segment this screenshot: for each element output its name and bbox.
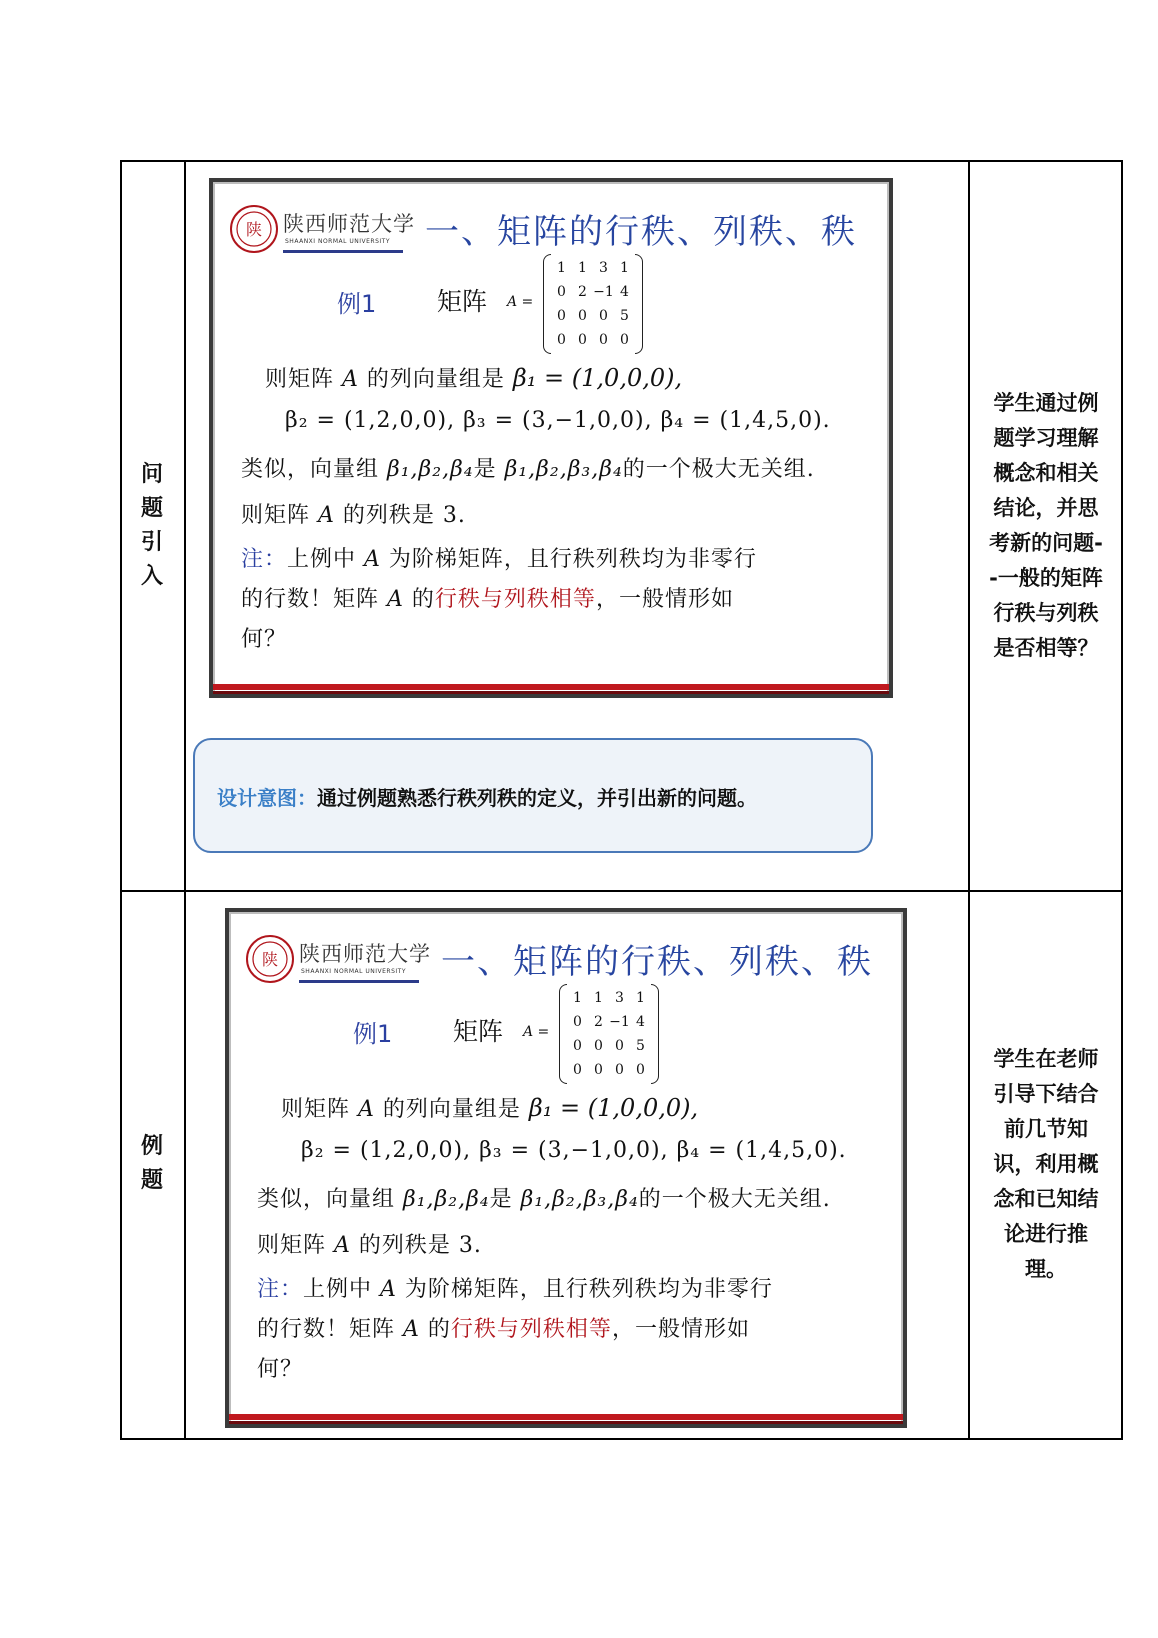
university-name-en: SHAANXI NORMAL UNIVERSITY <box>285 238 391 245</box>
slide-title: 一、矩阵的行秩、列秩、秩 <box>425 212 857 252</box>
university-name: 陕西师范大学 <box>299 942 431 966</box>
slide-line-4: 则矩阵 A 的列秩是 3. <box>241 503 466 528</box>
matrix-cell: 0 <box>573 1038 582 1054</box>
slide-note-3: 何？ <box>257 1357 304 1382</box>
svg-text:陕: 陕 <box>245 220 263 239</box>
matrix-grid <box>567 986 651 1082</box>
row-divider <box>122 890 1121 892</box>
matrix-cell: 5 <box>620 308 629 324</box>
matrix-cell: 1 <box>578 260 587 276</box>
slide-line-1: 则矩阵 A 的列向量组是 β₁ = (1,0,0,0), <box>265 364 683 392</box>
matrix-bracket <box>543 254 551 354</box>
matrix-cell: 1 <box>573 990 582 1006</box>
matrix-name: A = <box>507 294 534 310</box>
matrix-cell: 1 <box>557 260 566 276</box>
matrix-cell: 3 <box>599 260 608 276</box>
matrix-cell: 2 <box>594 1014 603 1030</box>
matrix-cell: 3 <box>615 990 624 1006</box>
row-label-intro: 问 题 引 入 <box>140 462 163 589</box>
matrix-grid <box>551 256 635 352</box>
slide-title: 一、矩阵的行秩、列秩、秩 <box>441 942 873 982</box>
matrix-cell: 2 <box>578 284 587 300</box>
slide-footer-bar <box>229 1414 903 1420</box>
design-intent-box <box>193 738 873 853</box>
slide-note-2: 的行数！矩阵 A 的行秩与列秩相等，一般情形如 <box>241 587 734 612</box>
divider <box>299 980 419 983</box>
matrix-label: 矩阵 <box>437 287 488 316</box>
matrix-cell: 0 <box>557 284 566 300</box>
matrix-cell: −1 <box>609 1014 630 1030</box>
university-name: 陕西师范大学 <box>283 212 415 236</box>
matrix-cell: 1 <box>594 990 603 1006</box>
divider <box>283 250 403 253</box>
slide-line-4: 则矩阵 A 的列秩是 3. <box>257 1233 482 1258</box>
slide-note-1: 注：上例中 A 为阶梯矩阵，且行秩列秩均为非零行 <box>241 547 757 572</box>
matrix-cell: 4 <box>636 1014 645 1030</box>
matrix-cell: 0 <box>599 332 608 348</box>
example-label: 例1 <box>337 290 377 318</box>
matrix <box>559 984 659 1084</box>
matrix-cell: 5 <box>636 1038 645 1054</box>
slide-footer-bar <box>213 684 889 690</box>
slide-note-3: 何？ <box>241 627 288 652</box>
matrix-cell: 0 <box>599 308 608 324</box>
matrix-cell: 1 <box>620 260 629 276</box>
matrix-cell: 0 <box>557 308 566 324</box>
slide-footer-bar <box>229 1421 903 1424</box>
matrix-cell: 1 <box>636 990 645 1006</box>
column-divider <box>184 162 186 1438</box>
university-seal-icon <box>245 934 295 984</box>
matrix-cell: 0 <box>578 308 587 324</box>
matrix-cell: 0 <box>573 1062 582 1078</box>
matrix-name: A = <box>523 1024 550 1040</box>
matrix-cell: 0 <box>557 332 566 348</box>
matrix-cell: 0 <box>573 1014 582 1030</box>
matrix-label: 矩阵 <box>453 1017 504 1046</box>
row-note-intro: 学生通过例 题学习理解 概念和相关 结论，并思 考新的问题- -一般的矩阵 行秩与列秩 是否相等？ <box>989 391 1103 660</box>
matrix-cell: 0 <box>620 332 629 348</box>
matrix <box>543 254 643 354</box>
slide-line-3: 类似，向量组 β₁,β₂,β₄是 β₁,β₂,β₃,β₄的一个极大无关组. <box>241 457 815 482</box>
matrix-cell: 0 <box>594 1038 603 1054</box>
slide-line-1: 则矩阵 A 的列向量组是 β₁ = (1,0,0,0), <box>281 1094 699 1122</box>
matrix-cell: 4 <box>620 284 629 300</box>
slide-note-2: 的行数！矩阵 A 的行秩与列秩相等，一般情形如 <box>257 1317 750 1342</box>
slide-image <box>225 908 907 1428</box>
matrix-cell: 0 <box>636 1062 645 1078</box>
svg-text:陕: 陕 <box>261 950 279 969</box>
matrix-cell: −1 <box>593 284 614 300</box>
design-intent-label: 设计意图： <box>217 786 317 810</box>
university-name-en: SHAANXI NORMAL UNIVERSITY <box>301 968 407 975</box>
matrix-bracket <box>559 984 567 1084</box>
slide-footer-bar <box>213 691 889 694</box>
slide-note-1: 注：上例中 A 为阶梯矩阵，且行秩列秩均为非零行 <box>257 1277 773 1302</box>
slide-line-2: β₂ = (1,2,0,0), β₃ = (3,−1,0,0), β₄ = (1,4,5,0). <box>285 408 831 433</box>
matrix-cell: 0 <box>615 1038 624 1054</box>
slide-image <box>209 178 893 698</box>
matrix-bracket <box>651 984 659 1084</box>
slide-line-3: 类似，向量组 β₁,β₂,β₄是 β₁,β₂,β₃,β₄的一个极大无关组. <box>257 1187 831 1212</box>
matrix-cell: 0 <box>594 1062 603 1078</box>
design-intent-text: 设计意图：通过例题熟悉行秩列秩的定义，并引出新的问题。 <box>217 786 757 810</box>
matrix-bracket <box>635 254 643 354</box>
row-note-example: 学生在老师 引导下结合 前几节知 识，利用概 念和已知结 论进行推 理。 <box>993 1047 1099 1281</box>
slide-line-2: β₂ = (1,2,0,0), β₃ = (3,−1,0,0), β₄ = (1,4,5,0). <box>301 1138 847 1163</box>
matrix-cell: 0 <box>578 332 587 348</box>
example-label: 例1 <box>353 1020 393 1048</box>
matrix-cell: 0 <box>615 1062 624 1078</box>
university-seal-icon <box>229 204 279 254</box>
row-label-example: 例 题 <box>140 1134 163 1193</box>
